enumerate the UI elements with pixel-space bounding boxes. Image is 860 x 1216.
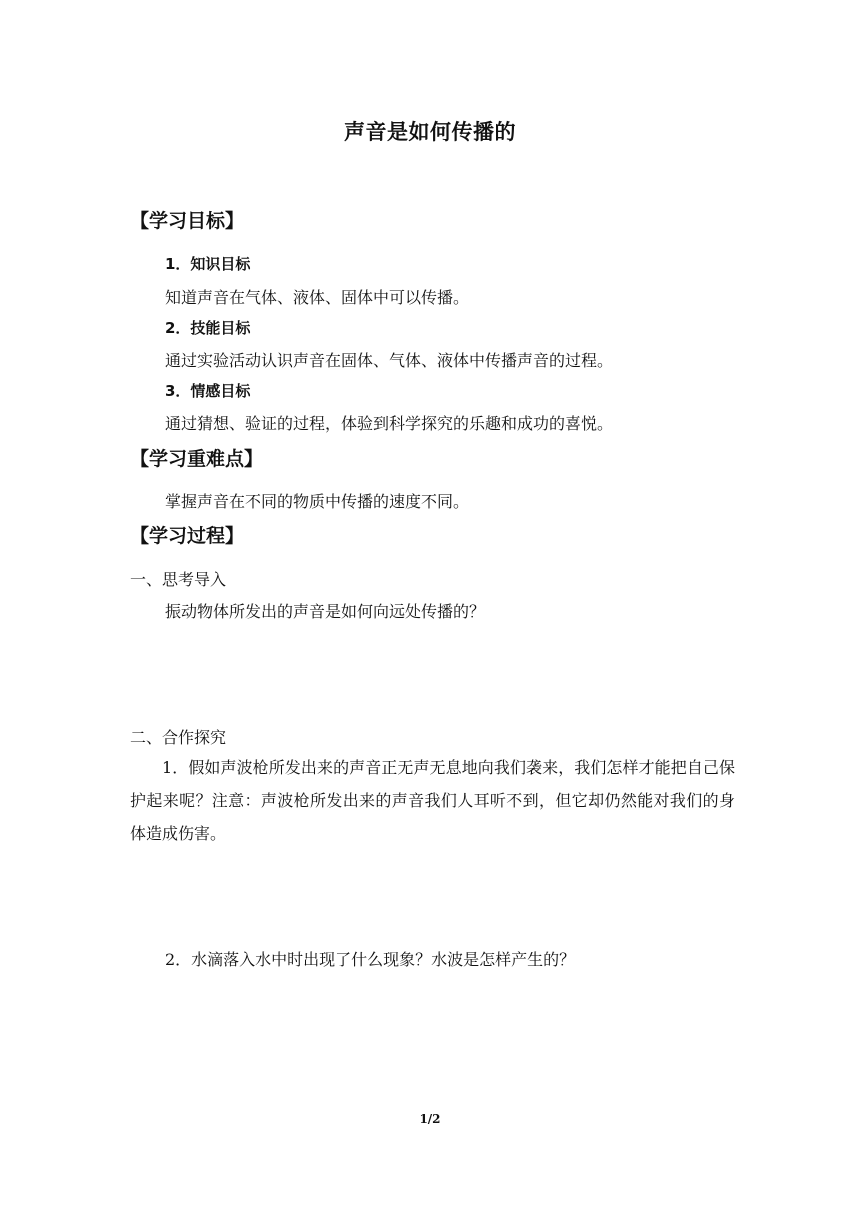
part2-question-1: 1．假如声波枪所发出来的声音正无声无息地向我们袭来，我们怎样才能把自己保护起来呢？注意：声波枪所发出来的声音我们人耳听不到，但它却仍然能对我们的身体造成伤害。: [130, 758, 735, 843]
part1-question: 振动物体所发出的声音是如何向远处传播的？: [165, 602, 486, 621]
objective-emotion-label: 3．情感目标: [165, 382, 251, 400]
objective-skill-label: 2．技能目标: [165, 319, 251, 337]
page-number: 1/2: [419, 1112, 441, 1126]
objective-skill-text: 通过实验活动认识声音在固体、气体、液体中传播声音的过程。: [165, 351, 614, 370]
heading-process: 【学习过程】: [130, 525, 245, 547]
objective-knowledge-text: 知道声音在气体、液体、固体中可以传播。: [165, 288, 470, 307]
objective-emotion-text: 通过猜想、验证的过程，体验到科学探究的乐趣和成功的喜悦。: [165, 414, 614, 433]
document-title: 声音是如何传播的: [344, 120, 516, 144]
part1-title: 一、思考导入: [130, 570, 227, 589]
part2-question-2: 2．水滴落入水中时出现了什么现象？水波是怎样产生的？: [165, 950, 576, 969]
keypoints-text: 掌握声音在不同的物质中传播的速度不同。: [165, 492, 470, 511]
heading-keypoints: 【学习重难点】: [130, 448, 264, 470]
heading-objectives: 【学习目标】: [130, 210, 245, 232]
part2-title: 二、合作探究: [130, 728, 227, 747]
objective-knowledge-label: 1．知识目标: [165, 255, 251, 273]
